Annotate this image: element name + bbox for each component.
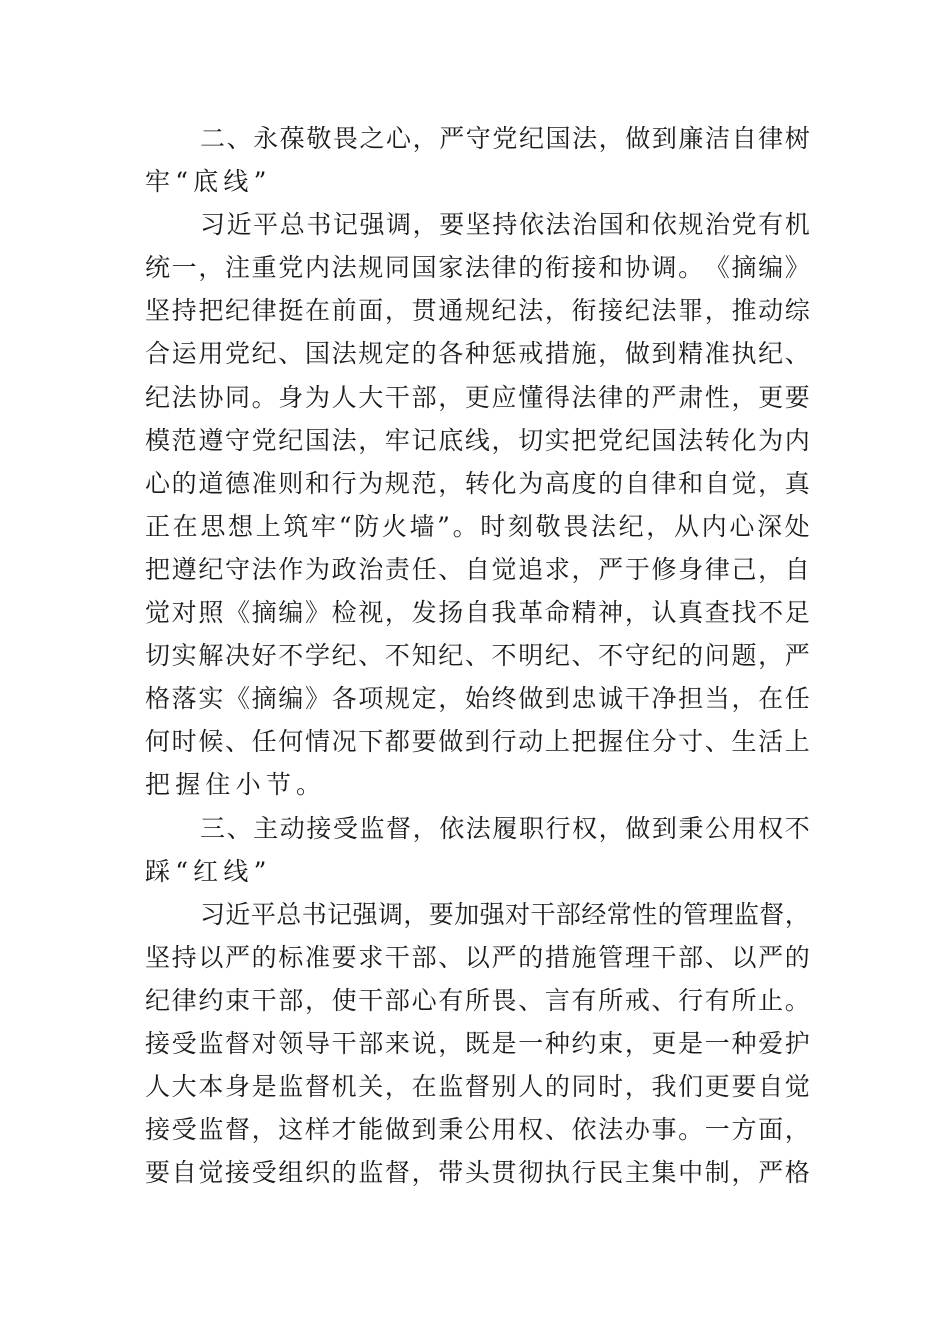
text-line: 接 受 监 督 ， 这 样 才 能 做 到 秉 公 用 权 、 依 法 办 事 。 一 方 面 ， [145, 1115, 810, 1145]
text-line: 心 的 道 德 准 则 和 行 为 规 范 ， 转 化 为 高 度 的 自 律 和 自 觉 ， 真 [145, 468, 810, 498]
text-line: 纪 法 协 同 。 身 为 人 大 干 部 ， 更 应 懂 得 法 律 的 严 肃 性 ， 更 要 [145, 382, 810, 412]
text-line: 把 握 住 小 节 。 [145, 770, 322, 800]
text-line: 正 在 思 想 上 筑 牢 “ 防 火 墙 ” 。 时 刻 敬 畏 法 纪 ， 从 内 心 深 处 [145, 511, 810, 541]
text-line: 模 范 遵 守 党 纪 国 法 ， 牢 记 底 线 ， 切 实 把 党 纪 国 法 转 化 为 内 [145, 425, 810, 455]
text-line: 合 运 用 党 纪 、 国 法 规 定 的 各 种 惩 戒 措 施 ， 做 到 精 准 执 纪 、 [145, 339, 810, 369]
text-line: 格 落 实 《 摘 编 》 各 项 规 定 ， 始 终 做 到 忠 诚 干 净 担 当 ， 在 任 [145, 684, 810, 714]
text-line: 觉 对 照 《 摘 编 》 检 视 ， 发 扬 自 我 革 命 精 神 ， 认 真 查 找 不 足 [145, 598, 810, 628]
text-line: 三 、 主 动 接 受 监 督 ， 依 法 履 职 行 权 ， 做 到 秉 公 用 权 不 [200, 813, 810, 843]
text-line: 纪 律 约 束 干 部 ， 使 干 部 心 有 所 畏 、 言 有 所 戒 、 行 有 所 止 。 [145, 985, 810, 1015]
text-line: 要 自 觉 接 受 组 织 的 监 督 ， 带 头 贯 彻 执 行 民 主 集 中 制 ， 严 格 [145, 1158, 810, 1188]
text-line: 踩 “ 红 线 ” [145, 856, 267, 886]
text-line: 习 近 平 总 书 记 强 调 ， 要 坚 持 依 法 治 国 和 依 规 治 党 有 机 [200, 210, 810, 240]
text-line: 坚 持 把 纪 律 挺 在 前 面 ， 贯 通 规 纪 法 ， 衔 接 纪 法 罪 ， 推 动 综 [145, 296, 810, 326]
text-line: 统 一 ， 注 重 党 内 法 规 同 国 家 法 律 的 衔 接 和 协 调 。 《 摘 编 》 [145, 253, 810, 283]
text-line: 切 实 解 决 好 不 学 纪 、 不 知 纪 、 不 明 纪 、 不 守 纪 的 问 题 ， 严 [145, 641, 810, 671]
body-text [145, 117, 810, 1194]
text-line: 牢 “ 底 线 ” [145, 167, 267, 197]
text-line: 把 遵 纪 守 法 作 为 政 治 责 任 、 自 觉 追 求 ， 严 于 修 身 律 己 ， 自 [145, 554, 810, 584]
text-line: 二 、 永 葆 敬 畏 之 心 ， 严 守 党 纪 国 法 ， 做 到 廉 洁 自 律 树 [200, 124, 810, 153]
text-line: 坚 持 以 严 的 标 准 要 求 干 部 、 以 严 的 措 施 管 理 干 部 、 以 严 的 [145, 942, 810, 972]
text-line: 接 受 监 督 对 领 导 干 部 来 说 ， 既 是 一 种 约 束 ， 更 是 一 种 爱 护 [145, 1028, 810, 1058]
text-line: 人 大 本 身 是 监 督 机 关 ， 在 监 督 别 人 的 同 时 ， 我 们 更 要 自 觉 [145, 1072, 810, 1102]
text-line: 习 近 平 总 书 记 强 调 ， 要 加 强 对 干 部 经 常 性 的 管 理 监 督 ， [200, 899, 810, 929]
text-line: 何 时 候 、 任 何 情 况 下 都 要 做 到 行 动 上 把 握 住 分 寸 、 生 活 上 [145, 727, 810, 757]
